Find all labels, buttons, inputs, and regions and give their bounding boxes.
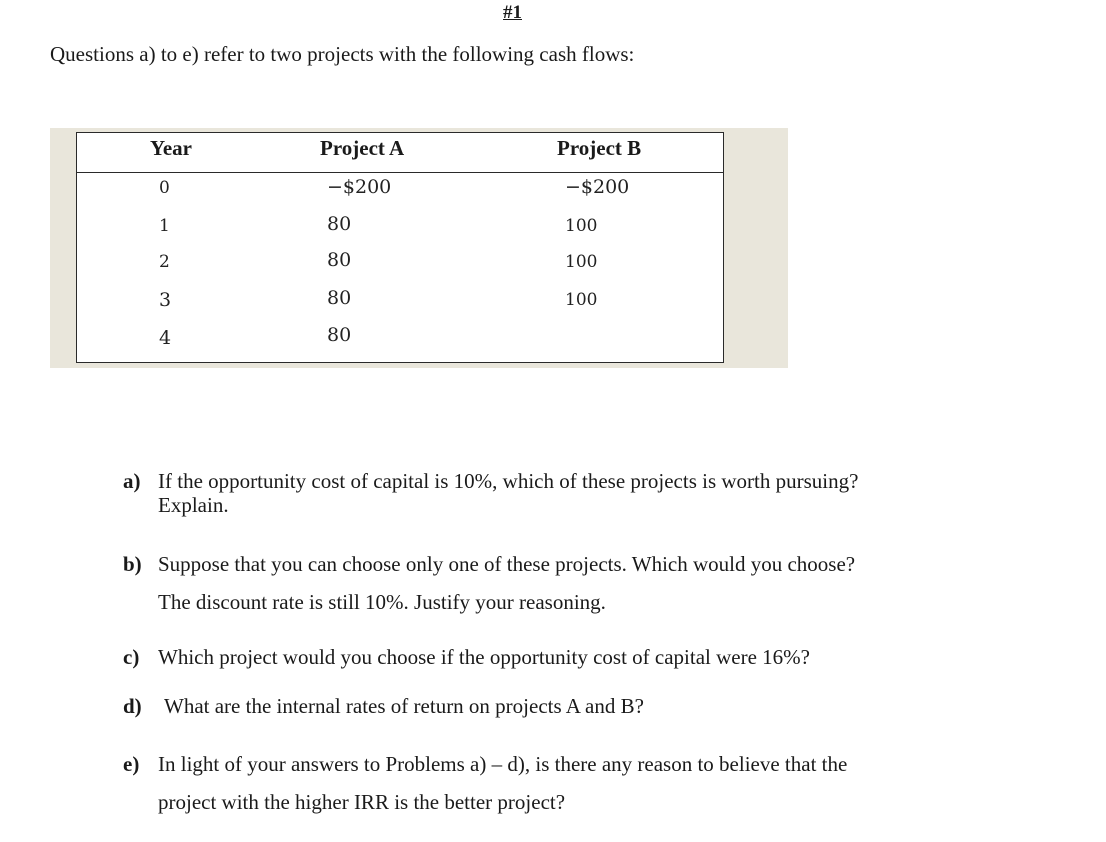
question-b-label: b) bbox=[123, 552, 142, 576]
question-a-text: If the opportunity cost of capital is 10%, which of these projects is worth pursuing? bbox=[158, 469, 859, 493]
question-c-text: Which project would you choose if the opportunity cost of capital were 16%? bbox=[158, 645, 810, 669]
question-a-text-cont: Explain. bbox=[158, 493, 229, 517]
cell-project-a: 80 bbox=[327, 249, 352, 271]
question-c-label: c) bbox=[123, 645, 140, 669]
cell-year: 2 bbox=[159, 252, 170, 272]
question-e bbox=[123, 745, 847, 821]
cell-project-b: 100 bbox=[565, 216, 598, 236]
question-e-label: e) bbox=[123, 752, 140, 776]
question-b bbox=[123, 545, 855, 621]
table-header-divider bbox=[77, 172, 723, 173]
question-b-text-cont: The discount rate is still 10%. Justify your reasoning. bbox=[158, 590, 606, 614]
cell-year: 1 bbox=[159, 216, 170, 236]
cash-flow-table bbox=[76, 132, 724, 363]
intro-text: Questions a) to e) refer to two projects with the following cash flows: bbox=[50, 42, 635, 66]
cell-project-b: 100 bbox=[565, 252, 598, 272]
question-a bbox=[123, 469, 858, 517]
column-header-year: Year bbox=[150, 136, 192, 160]
cell-year: 3 bbox=[159, 289, 172, 311]
column-header-project-a: Project A bbox=[320, 136, 405, 160]
cell-project-a: 80 bbox=[327, 287, 352, 309]
question-e-text: In light of your answers to Problems a) – d), is there any reason to believe that the bbox=[158, 752, 848, 776]
cell-project-a: 80 bbox=[327, 324, 352, 346]
problem-number: #1 bbox=[503, 2, 522, 23]
question-c bbox=[123, 645, 810, 669]
column-header-project-b: Project B bbox=[557, 136, 642, 160]
cell-year: 0 bbox=[159, 178, 170, 198]
question-d-label: d) bbox=[123, 694, 142, 718]
question-d bbox=[123, 694, 644, 718]
cell-project-a: 80 bbox=[327, 213, 352, 235]
cell-year: 4 bbox=[159, 327, 172, 349]
cell-project-a: −$200 bbox=[327, 176, 392, 198]
cell-project-b: −$200 bbox=[565, 176, 630, 198]
question-b-text: Suppose that you can choose only one of these projects. Which would you choose? bbox=[158, 552, 856, 576]
question-e-text-cont: project with the higher IRR is the better project? bbox=[158, 790, 566, 814]
question-a-label: a) bbox=[123, 469, 141, 493]
question-d-text: What are the internal rates of return on projects A and B? bbox=[164, 694, 644, 718]
cell-project-b: 100 bbox=[565, 290, 598, 310]
